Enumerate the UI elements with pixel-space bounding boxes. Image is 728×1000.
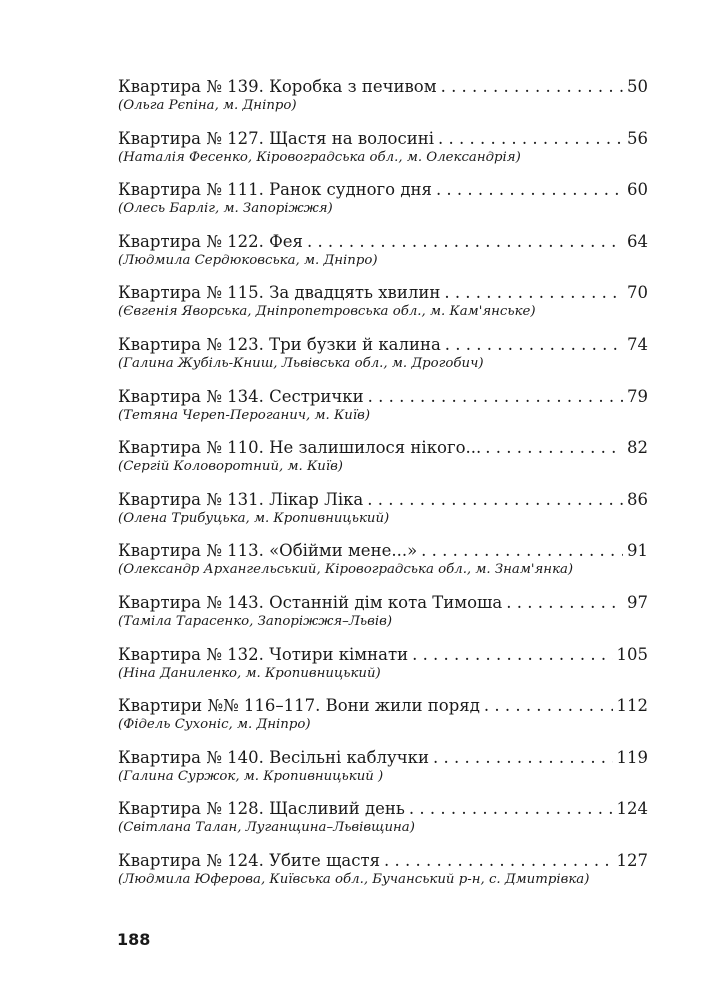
toc-entry-author: (Галина Суржок, м. Кропивницький ) (118, 768, 384, 784)
toc-entry-page: 79 (627, 386, 648, 406)
toc-entry (118, 798, 648, 850)
dot-leader (438, 128, 623, 150)
toc-entry-title: Квартира № 139. Коробка з печивом (118, 77, 437, 96)
dot-leader (409, 798, 613, 820)
toc-entry-author: (Тетяна Череп-Пероганич, м. Київ) (118, 407, 371, 423)
toc-entry-author: (Світлана Талан, Луганщина–Львівщина) (118, 820, 415, 836)
toc-entry (118, 231, 648, 283)
toc-entry-author: (Олена Трибуцька, м. Кропивницький) (118, 510, 390, 526)
dot-leader (485, 437, 623, 459)
toc-entry-title: Квартира № 110. Не залишилося нікого... (118, 438, 482, 458)
toc-entry (118, 76, 648, 128)
toc-entry-page: 119 (616, 747, 648, 767)
dot-leader (421, 540, 623, 562)
dot-leader (384, 850, 612, 872)
toc-entry-row (118, 334, 648, 356)
toc-entry-author: (Людмила Юферова, Київська обл., Бучанський р-н, с. Дмитрівка) (118, 871, 590, 887)
toc-entry-row (118, 76, 648, 98)
toc-entry-page: 50 (627, 77, 648, 96)
toc-entry (118, 489, 648, 541)
dot-leader (436, 179, 623, 201)
toc-entry-page: 127 (616, 850, 648, 870)
toc-entry-title: Квартира № 131. Лікар Ліка (118, 489, 364, 509)
toc-entry-title: Квартири №№ 116–117. Вони жили поряд (118, 696, 480, 716)
toc-entry (118, 540, 648, 592)
dot-leader (368, 386, 623, 408)
toc-entry (118, 386, 648, 438)
toc-entry-title: Квартира № 113. «Обійми мене...» (118, 541, 418, 561)
dot-leader (484, 695, 613, 717)
toc-entry-page: 124 (616, 799, 648, 819)
toc-entry-title: Квартира № 134. Сестрички (118, 386, 364, 406)
toc-entry-row (118, 644, 648, 666)
toc-entry (118, 695, 648, 747)
toc-entry-page: 97 (627, 592, 648, 612)
dot-leader (367, 489, 623, 511)
toc-entry-row (118, 437, 648, 459)
toc-entry-row (118, 540, 648, 562)
toc-entry-row (118, 747, 648, 769)
toc-entry-row (118, 798, 648, 820)
dot-leader (445, 334, 623, 356)
toc-entry-title: Квартира № 122. Фея (118, 231, 303, 251)
toc-entry-author: (Олесь Барліг, м. Запоріжжя) (118, 201, 333, 217)
dot-leader (506, 592, 623, 614)
toc-entry-author: (Таміла Тарасенко, Запоріжжя–Львів) (118, 613, 393, 629)
toc-entry-author: (Людмила Сердюковська, м. Дніпро) (118, 252, 378, 268)
toc-entry-author: (Євгенія Яворська, Дніпропетровська обл., м. Кам'янське) (118, 304, 536, 320)
toc-entry-author: (Наталія Фесенко, Кіровоградська обл., м. Олександрія) (118, 149, 521, 165)
toc-entry (118, 437, 648, 489)
toc-entry (118, 592, 648, 644)
toc-entry-page: 112 (616, 696, 648, 716)
toc-entry-title: Квартира № 115. За двадцять хвилин (118, 283, 441, 303)
toc-entry-title: Квартира № 132. Чотири кімнати (118, 644, 409, 664)
toc-entry-row (118, 231, 648, 253)
toc-entry-page: 91 (627, 541, 648, 561)
table-of-contents (118, 76, 648, 902)
toc-entry (118, 644, 648, 696)
toc-entry-page: 105 (616, 644, 648, 664)
toc-entry-author: (Сергій Коловоротний, м. Київ) (118, 459, 343, 475)
toc-entry-title: Квартира № 140. Весільні каблучки (118, 747, 429, 767)
toc-entry (118, 747, 648, 799)
toc-entry (118, 282, 648, 334)
toc-entry-page: 60 (627, 180, 648, 200)
toc-entry-page: 82 (627, 438, 648, 458)
toc-entry-row (118, 695, 648, 717)
toc-entry-title: Квартира № 143. Останній дім кота Тимоша (118, 592, 503, 612)
dot-leader (441, 76, 623, 98)
page-number: 188 (117, 930, 151, 949)
toc-entry-author: (Галина Жубіль-Книш, Львівська обл., м. Дрогобич) (118, 355, 484, 371)
toc-entry (118, 850, 648, 902)
toc-entry-row (118, 592, 648, 614)
toc-entry-row (118, 489, 648, 511)
dot-leader (433, 747, 613, 769)
toc-entry-title: Квартира № 128. Щасливий день (118, 799, 405, 819)
toc-entry-page: 86 (627, 489, 648, 509)
dot-leader (412, 644, 612, 666)
toc-entry (118, 128, 648, 180)
toc-entry-page: 70 (627, 283, 648, 303)
toc-entry-author: (Олександр Архангельський, Кіровоградська обл., м. Знам'янка) (118, 562, 574, 578)
toc-entry-title: Квартира № 123. Три бузки й калина (118, 334, 441, 354)
toc-entry-row (118, 386, 648, 408)
toc-entry-author: (Ніна Даниленко, м. Кропивницький) (118, 665, 381, 681)
toc-entry-author: (Ольга Рєпіна, м. Дніпро) (118, 98, 297, 113)
toc-entry-row (118, 850, 648, 872)
toc-entry-page: 74 (627, 334, 648, 354)
toc-entry (118, 179, 648, 231)
toc-entry-author: (Фідель Сухоніс, м. Дніпро) (118, 717, 311, 733)
toc-entry-page: 64 (627, 231, 648, 251)
toc-entry-title: Квартира № 124. Убите щастя (118, 850, 381, 870)
toc-entry-title: Квартира № 111. Ранок судного дня (118, 180, 432, 200)
dot-leader (444, 282, 623, 304)
toc-entry-row (118, 179, 648, 201)
toc-entry (118, 334, 648, 386)
toc-entry-page: 56 (627, 128, 648, 148)
dot-leader (307, 231, 623, 253)
toc-entry-row (118, 282, 648, 304)
toc-entry-title: Квартира № 127. Щастя на волосині (118, 128, 434, 148)
toc-entry-row (118, 128, 648, 150)
